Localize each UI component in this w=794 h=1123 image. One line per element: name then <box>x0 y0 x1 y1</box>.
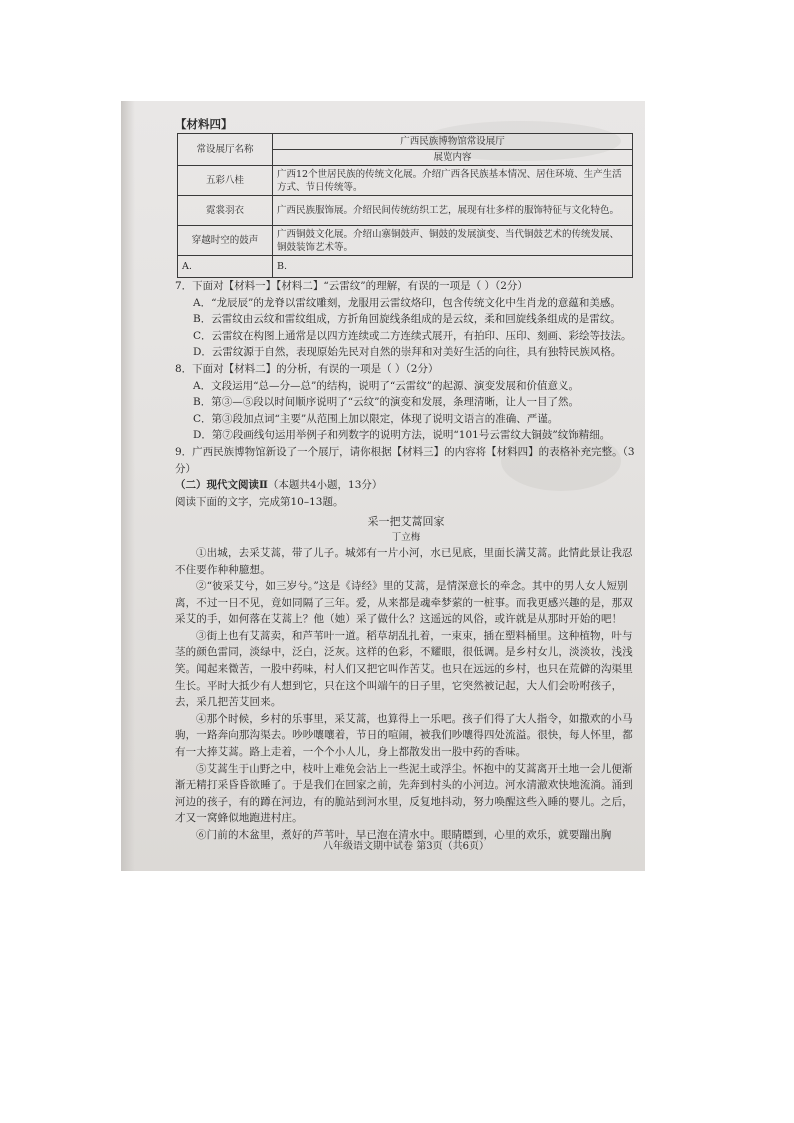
hall-content: 广西12个世居民族的传统文化展。介绍广西各民族基本情况、居住环境、生产生活方式、节日传统等。 <box>273 166 633 196</box>
article-paragraph: ②“彼采艾兮，如三岁兮。”这是《诗经》里的艾蒿，是情深意长的牵念。其中的男人女人短别离，不过一日不见，竟如同隔了三年。爱，从来都是魂牵梦萦的一桩事。而我更感兴趣的是，那双采艾的手，如何落在艾蒿上？他（她）采了做什么？这遥远的风俗，或许就是从那时开始的吧！ <box>175 580 633 626</box>
hall-content: 广西民族服饰展。介绍民间传统纺织工艺，展现有壮多样的服饰特征与文化特色。 <box>273 196 633 226</box>
material4-heading: 【材料四】 <box>175 117 233 131</box>
document-photo <box>121 101 645 871</box>
question-8-option-b: B．第③—⑤段以时间顺序说明了“云纹”的演变和发展，条理清晰，让人一目了然。 <box>193 396 579 409</box>
table-row <box>178 166 633 196</box>
question-7-option-c: C．云雷纹在构图上通常是以四方连续或二方连续式展开，有拍印、压印、刻画、彩绘等技法。 <box>193 329 632 342</box>
article-paragraph: ⑥门前的木盆里，煮好的芦苇叶，早已泡在清水中。眼睛瞟到，心里的欢乐，就要蹦出胸 <box>196 829 612 841</box>
article-paragraph: ⑤艾蒿生于山野之中，枝叶上难免会沾上一些泥土或浮尘。怀抱中的艾蒿离开土地一会儿便渐渐无精打采昏昏欲睡了。于是我们在回家之前，先奔到村头的小河边。河水清澈欢快地流淌。涌到河边的孩子，有的蹲在河边，有的脆站到河水里，反复地抖动，努力唤醒这些入睡的婴儿。之后，才又一窝蜂似地跑进村庄。 <box>175 762 633 825</box>
hall-name: 五彩八桂 <box>178 166 273 196</box>
question-7-option-b: B．云雷纹由云纹和雷纹组成，方折角回旋线条组成的是云纹，柔和回旋线条组成的是雷纹。 <box>193 313 621 326</box>
hall-name: 霓裳羽衣 <box>178 196 273 226</box>
hall-name: 穿越时空的鼓声 <box>178 226 273 256</box>
question-7-option-d: D．云雷纹源于自然，表现原始先民对自然的崇拜和对美好生活的向往，具有独特民族风格。 <box>193 346 622 359</box>
article-author: 丁立梅 <box>391 531 421 543</box>
reading-instruction: 阅读下面的文字，完成第10–13题。 <box>175 495 344 508</box>
header-hall-name: 常设展厅名称 <box>178 134 273 166</box>
question-8-option-c: C．第③段加点词“主要”从范围上加以限定，体现了说明文语言的准确、严谨。 <box>193 412 559 425</box>
photo-edge-shadow <box>121 101 135 871</box>
question-8-option-d: D．第⑦段画线句运用举例子和列数字的说明方法，说明“101号云雷纹大铜鼓”纹饰精细。 <box>193 429 611 442</box>
exam-page <box>175 115 637 860</box>
table-row <box>178 134 633 150</box>
header-museum: 广西民族博物馆常设展厅 <box>273 134 633 150</box>
article-title: 采一把艾蒿回家 <box>367 515 445 529</box>
page-footer: 八年级语文期中试卷 第3页（共6页） <box>323 841 489 852</box>
article-paragraph: ④那个时候，乡村的乐事里，采艾蒿，也算得上一乐吧。孩子们得了大人指令，如撒欢的小马驹，一路奔向那沟渠去。吵吵嚷嚷着，节日的喧闹，被我们吵嚷得四处流溢。很快，每人怀里，都有一大捧艾蒿。路上走着，一个个小人儿，身上都散发出一股中药的香味。 <box>175 712 633 759</box>
section-note: （本题共4小题，13分） <box>267 479 383 492</box>
question-8: 8．下面对【材料二】的分析，有误的一项是（ ）（2分） <box>175 362 439 375</box>
hall-content: 广西铜鼓文化展。介绍山寨铜鼓声、铜鼓的发展演变、当代铜鼓艺术的传统发展、铜鼓装饰艺术等。 <box>273 226 633 256</box>
exhibit-table <box>177 133 633 278</box>
question-9: 9．广西民族博物馆新设了一个展厅，请你根据【材料三】的内容将【材料四】的表格补充完整。（3分） <box>175 445 635 475</box>
section-heading <box>175 477 637 494</box>
blank-b-cell: B. <box>273 256 633 278</box>
header-content: 展览内容 <box>273 150 633 166</box>
question-8-option-a: A．文段运用“总—分—总”的结构，说明了“云雷纹”的起源、演变发展和价值意义。 <box>193 379 580 392</box>
question-7-option-a: A．“龙辰辰”的龙脊以雷纹雕刻，龙服用云雷纹烙印，包含传统文化中生肖龙的意蕴和美感。 <box>193 296 621 309</box>
table-row <box>178 256 633 278</box>
section-title: （二）现代文阅读Ⅱ <box>175 479 268 492</box>
table-row <box>178 226 633 256</box>
table-row <box>178 196 633 226</box>
blank-a-cell: A. <box>178 256 273 278</box>
article-paragraph: ①出城，去采艾蒿，带了儿子。城郊有一片小河，水已见底，里面长满艾蒿。此情此景让我忍不住要作种种臆想。 <box>175 546 633 576</box>
question-7: 7．下面对【材料一】【材料二】“云雷纹”的理解，有误的一项是（ ）（2分） <box>175 280 528 292</box>
article-paragraph: ③街上也有艾蒿卖，和芦苇叶一道。稻草胡乱扎着，一束束，插在塑料桶里。这种植物，叶与茎的颜色雷同，淡绿中，泛白，泛灰。这样的色彩，不耀眼，很低调。是乡村女儿，淡淡妆，浅浅笑。闻起来微苦，一股中药味，村人们又把它叫作苦艾。也只在远远的乡村，也只在荒僻的沟渠里生长。平时大抵少有人想到它，只在这个叫端午的日子里，它突然被记起，大人们会吩咐孩子，去，采几把苦艾回来。 <box>175 629 633 709</box>
